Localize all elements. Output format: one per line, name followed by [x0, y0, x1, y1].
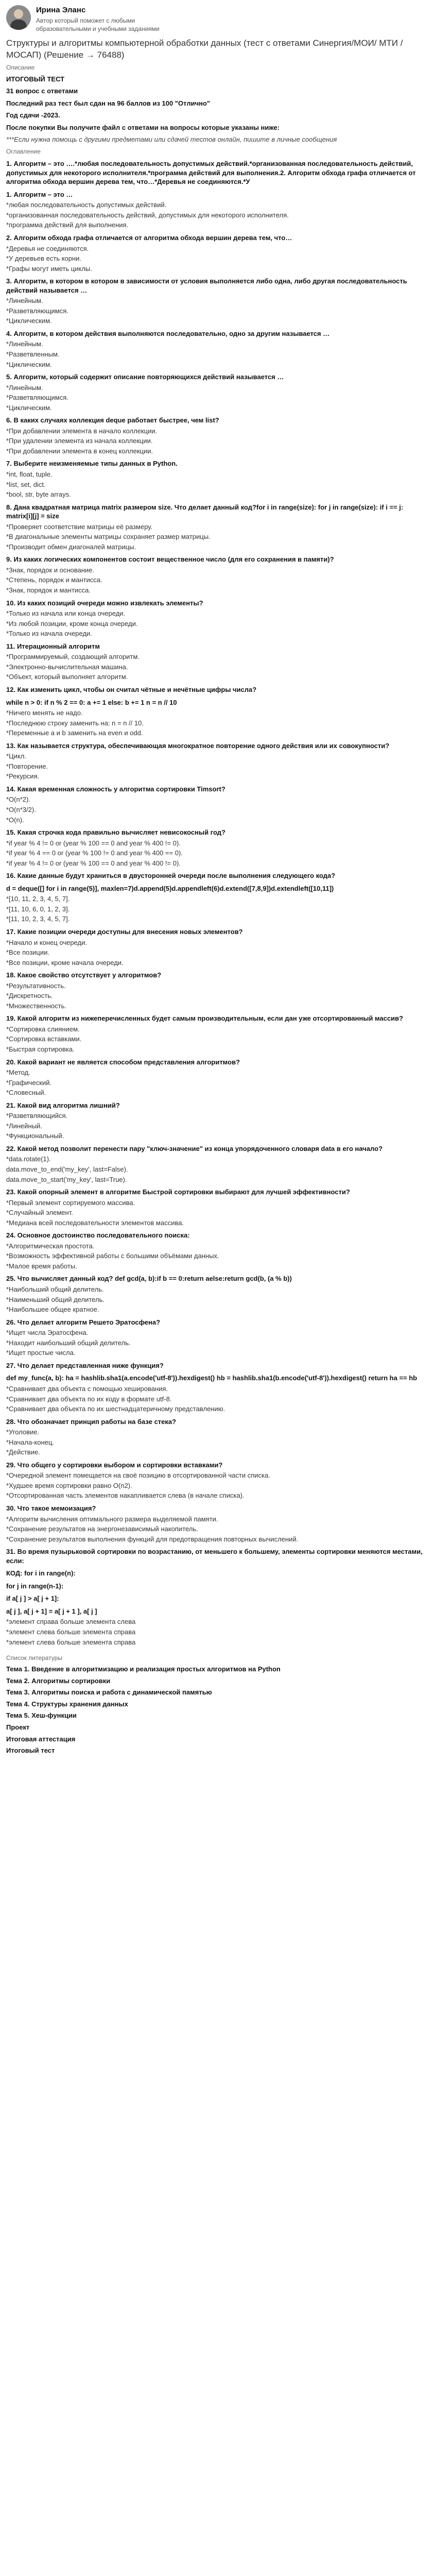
answer-option: *Циклическим. — [6, 317, 52, 325]
answer-option: *Проверяет соответствие матрицы её размеру. — [6, 522, 153, 531]
author-card — [6, 5, 430, 33]
question-text: 18. Какое свойство отсутствует у алгоритмов? — [6, 971, 162, 979]
answer-option: *При удалении элемента из начала коллекции. — [6, 437, 153, 445]
answer-option: *if year % 4 == 0 or (year % 100 != 0 and year % 400 == 0). — [6, 849, 183, 857]
question-text: 7. Выберите неизменяемые типы данных в Python. — [6, 460, 178, 468]
question-text: while n > 0: if n % 2 == 0: a += 1 else: b += 1 n = n // 10 — [6, 698, 177, 706]
answer-option: data.move_to_end('my_key', last=False). — [6, 1165, 128, 1174]
intro-line: Год сдачи -2023. — [6, 111, 60, 120]
answer-option: *Случайный элемент. — [6, 1209, 73, 1217]
topic-item: Итоговая аттестация — [6, 1735, 76, 1743]
question-text: 4. Алгоритм, в котором действия выполняются последовательно, одно за другим называется … — [6, 329, 330, 337]
answer-option: *Алгоритм вычисления оптимального размера выделяемой памяти. — [6, 1515, 218, 1523]
answer-option: *Деревья не соединяются. — [6, 244, 89, 252]
answer-option: *Наибольшее общее кратное. — [6, 1306, 99, 1314]
answer-option: *Повторение. — [6, 762, 48, 770]
answer-option: *Медиана всей последовательности элементов массива. — [6, 1218, 184, 1227]
answer-option: *Из любой позиции, кроме конца очереди. — [6, 619, 138, 628]
answer-option: *Малое время работы. — [6, 1262, 77, 1270]
answer-option: *list, set, dict. — [6, 480, 46, 488]
answer-option: *Все позиции. — [6, 948, 49, 957]
question-text: 9. Из каких логических компонентов состоит вещественное число (для его сохранения в памяти)? — [6, 555, 334, 564]
answer-option: *Степень, порядок и мантисса. — [6, 576, 102, 584]
question-text: 28. Что обозначает принцип работы на базе стека? — [6, 1417, 177, 1426]
avatar-body-shape — [10, 20, 27, 30]
answer-option: *Цикл. — [6, 752, 26, 760]
answer-option: *Находит наибольший общий делитель. — [6, 1338, 131, 1347]
avatar-head-shape — [14, 9, 23, 19]
intro-line: Последний раз тест был сдан на 96 баллов из 100 "Отлично" — [6, 99, 211, 107]
answer-option: *элемент слева больше элемента справа — [6, 1628, 136, 1636]
answer-option: *[11, 10, 2, 3, 4, 5, 7]. — [6, 915, 70, 923]
answer-option: *Результативность. — [6, 981, 66, 990]
answer-option: *Разветвляющимся. — [6, 394, 68, 402]
question-text: 3. Алгоритм, в котором в котором в зависимости от условия выполняется либо одна, либо другая последовательность действий называется … — [6, 277, 407, 294]
answer-option: *Наименьший общий делитель. — [6, 1295, 104, 1303]
topic-item: Тема 3. Алгоритмы поиска и работа с динамической памятью — [6, 1688, 212, 1697]
answer-option: *Только из начала очереди. — [6, 630, 92, 638]
topic-item: Тема 4. Структуры хранения данных — [6, 1700, 128, 1708]
answer-option: *Наибольший общий делитель. — [6, 1285, 104, 1294]
answer-option: *Алгоритмическая простота. — [6, 1242, 95, 1250]
answer-option: *Первый элемент сортируемого массива. — [6, 1198, 135, 1207]
answer-option: *O(n*2). — [6, 795, 30, 804]
answer-option: *Объект, который выполняет алгоритм. — [6, 673, 128, 681]
author-info — [36, 5, 170, 33]
answer-option: *Быстрая сортировка. — [6, 1045, 75, 1053]
answer-option: *if year % 4 != 0 or (year % 100 == 0 and year % 400 != 0). — [6, 839, 181, 847]
answer-option: *Словесный. — [6, 1089, 46, 1097]
answer-option: *Метод. — [6, 1069, 30, 1077]
answer-option: *Программируемый, создающий алгоритм. — [6, 653, 139, 661]
answer-option: *При добавлении элемента в конец коллекции. — [6, 447, 153, 455]
author-name[interactable]: Ирина Эланс — [36, 6, 86, 14]
question-text: 13. Как называется структура, обеспечивающая многократное повторение одного действия или их совокупности? — [6, 741, 390, 750]
answer-option: *любая последовательность допустимых действий. — [6, 201, 167, 209]
answer-option: *Ищет простые числа. — [6, 1349, 76, 1357]
intro-line: ИТОГОВЫЙ ТЕСТ — [6, 75, 65, 83]
question-text: 8. Дана квадратная матрица matrix размером size. Что делает данный код?for i in range(size): for j in range(size): if i == j: matrix[i][j] = size — [6, 503, 404, 520]
answer-option: *Переменные a и b заменить на even и odd. — [6, 729, 143, 737]
answer-option: *Сравнивает два объекта с помощью хеширования. — [6, 1384, 168, 1393]
answer-option: *Сохранение результатов на энергонезависимый накопитель. — [6, 1525, 198, 1533]
answer-option: *int, float, tuple. — [6, 470, 53, 479]
answer-option: *Линейный. — [6, 1122, 42, 1130]
answer-option: data.move_to_start('my_key', last=True). — [6, 1175, 127, 1183]
answer-option: *Графический. — [6, 1078, 52, 1087]
question-text: 24. Основное достоинство последовательного поиска: — [6, 1231, 190, 1240]
answer-option: *Ищет числа Эратосфена. — [6, 1329, 89, 1337]
answer-option: *Отсортированная часть элементов накапливается слева (в начале списка). — [6, 1492, 245, 1500]
question-text: 21. Какой вид алгоритма лишний? — [6, 1101, 120, 1109]
answer-option: *Линейным. — [6, 297, 43, 305]
answer-option: *При добавлении элемента в начало коллекции. — [6, 427, 158, 435]
question-text: 26. Что делает алгоритм Решето Эратосфена? — [6, 1318, 161, 1326]
question-text: 20. Какой вариант не является способом представления алгоритмов? — [6, 1058, 240, 1066]
question-text: 1. Алгоритм – это … — [6, 190, 73, 198]
question-text: 5. Алгоритм, который содержит описание повторяющихся действий называется … — [6, 373, 284, 381]
answer-option: *Рекурсия. — [6, 772, 40, 781]
answer-option: *[11, 10, 6, 0, 1, 2, 3]. — [6, 905, 70, 913]
author-description: Автор который поможет с любыми образовательными и учебными заданиями — [36, 17, 160, 33]
answer-option: *Сравнивает два объекта по их шестнадцатеричному представлению. — [6, 1405, 225, 1413]
question-text: 31. Во время пузырьковой сортировки по возрастанию, от меньшего к большему, элементы сортировки меняются местами, если: — [6, 1548, 423, 1565]
answer-option: *элемент слева больше элемента справа — [6, 1638, 136, 1646]
topic-item: Тема 2. Алгоритмы сортировки — [6, 1676, 111, 1685]
question-text: 30. Что такое мемоизация? — [6, 1504, 96, 1512]
answer-option: *if year % 4 != 0 or (year % 100 == 0 and year % 400 != 0). — [6, 859, 181, 867]
answer-option: *Уголовие. — [6, 1428, 40, 1436]
answer-option: *Возможность эффективной работы с большими объёмами данных. — [6, 1252, 219, 1260]
question-text: 19. Какой алгоритм из нижеперечисленных будет самым производительным, если дан уже отсортированный массив? — [6, 1014, 404, 1023]
intro-line: 31 вопрос с ответами — [6, 87, 78, 95]
intro-section — [6, 75, 430, 144]
literature-label: Список литературы — [6, 1654, 62, 1662]
question-text: 27. Что делает представленная ниже функция? — [6, 1361, 164, 1369]
question-text: 29. Что общего у сортировки выбором и сортировки вставками? — [6, 1461, 223, 1469]
answer-option: *организованная последовательность действий, допустимых для некоторого исполнителя. — [6, 211, 289, 219]
answer-option: *Функциональный. — [6, 1132, 64, 1140]
topic-item: Проект — [6, 1723, 30, 1731]
question-text: for j in range(n-1): — [6, 1582, 64, 1590]
answer-option: *O(n*3/2). — [6, 805, 36, 814]
topic-list — [6, 1665, 430, 1755]
answer-option: *[10, 11, 2, 3, 4, 5, 7]. — [6, 895, 70, 903]
question-text: def my_func(a, b): ha = hashlib.sha1(a.encode('utf-8')).hexdigest() hb = hashlib.sha1(b.encode('utf-8')).hexdigest() return ha == hb — [6, 1374, 417, 1382]
answer-option: *Знак, порядок и основание. — [6, 566, 95, 574]
answer-option: *У деревьев есть корни. — [6, 255, 82, 263]
answer-option: *Сортировка слиянием. — [6, 1025, 80, 1033]
question-text: 23. Какой опорный элемент в алгоритме Быстрой сортировки выбирают для лучшей эффективности? — [6, 1188, 350, 1196]
contents-label: Оглавление — [6, 147, 41, 155]
topic-item: Тема 1. Введение в алгоритмизацию и реализация простых алгоритмов на Python — [6, 1665, 281, 1673]
answer-option: *Разветвляющийся. — [6, 1112, 68, 1120]
answer-option: *Сравнивает два объекта по их коду в формате utf-8. — [6, 1395, 172, 1403]
answer-option: *Разветвленным. — [6, 350, 60, 358]
answer-option: *Множественность. — [6, 1002, 66, 1010]
answer-option: *bool, str, byte arrays. — [6, 490, 71, 499]
question-text: 11. Итерационный алгоритм — [6, 642, 100, 650]
question-text: 10. Из каких позиций очереди можно извлекать элементы? — [6, 599, 203, 607]
answer-option: *Дискретность. — [6, 992, 53, 1000]
answer-option: *В диагональные элементы матрицы сохраняет размер матрицы. — [6, 533, 211, 541]
question-text: 22. Какой метод позволит перенести пару "ключ-значение" из конца упорядоченного словаря data в его начало? — [6, 1144, 383, 1153]
question-text: 15. Какая строчка кода правильно вычисляет невисокосный год? — [6, 828, 225, 837]
question-text: 2. Алгоритм обхода графа отличается от алгоритма обхода вершин дерева тем, что… — [6, 233, 292, 242]
intro-line: После покупки Вы получите файл с ответами на вопросы которые указаны ниже: — [6, 123, 280, 131]
answer-option: *Сохранение результатов выполнения функций для предотвращения повторных вычислений. — [6, 1535, 299, 1543]
question-text: 6. В каких случаях коллекция deque работает быстрее, чем list? — [6, 416, 219, 425]
answer-option: *Электронно-вычислительная машина. — [6, 663, 128, 671]
answer-option: *Начала-конец. — [6, 1438, 55, 1446]
description-label: Описание — [6, 63, 35, 71]
answer-option: *Линейным. — [6, 383, 43, 392]
answer-option: *Худшее время сортировки равно O(n2). — [6, 1481, 132, 1489]
answer-option: *Графы могут иметь циклы. — [6, 264, 92, 273]
answer-option: *Циклическим. — [6, 360, 52, 368]
answer-option: *Все позиции, кроме начала очереди. — [6, 958, 124, 967]
question-list — [6, 159, 430, 1647]
question-text: 12. Как изменить цикл, чтобы он считал чётные и нечётные цифры числа? — [6, 685, 257, 693]
question-text: a[ j ], a[ j + 1] = a[ j + 1 ], a[ j ] — [6, 1607, 97, 1615]
question-text: 25. Что вычисляет данный код? def gcd(a, b):if b == 0:return aelse:return gcd(b, (a % b)) — [6, 1275, 292, 1283]
intro-note: ***Если нужна помощь с другими предметами или сдачей тестов онлайн, пишите в личные сообщения — [6, 135, 337, 144]
question-text: 1. Алгоритм – это ….*любая последовательность допустимых действий.*организованная последовательность действий, допустимых для некоторого исполнителя.*программа действий для выполнения.2. Алгоритм обхода графа отличается от алгоритма обхода вершин дерева тем, что…*Деревья не соединяются.*У — [6, 160, 416, 186]
answer-option: *Только из начала или конца очереди. — [6, 609, 126, 618]
answer-option: *Производит обмен диагоналей матрицы. — [6, 543, 136, 551]
answer-option: *O(n). — [6, 816, 24, 824]
answer-option: *Ничего менять не надо. — [6, 709, 83, 717]
page-title: Структуры и алгоритмы компьютерной обработки данных (тест с ответами Синергия/МОИ/ МТИ /МОСАП) (Решение → 76488) — [6, 38, 403, 60]
question-text: КОД: for i in range(n): — [6, 1569, 76, 1578]
answer-option: *Очередной элемент помещается на своё позицию в отсортированной части списка. — [6, 1471, 270, 1480]
answer-option: *Сортировка вставками. — [6, 1035, 82, 1043]
question-text: d = deque([] for i in range(5)], maxlen=7)d.append(5)d.appendleft(6)d.extend([7,8,9])d.extendleft([10,11]) — [6, 884, 334, 892]
answer-option: *программа действий для выполнения. — [6, 221, 129, 229]
answer-option: *Циклическим. — [6, 403, 52, 412]
question-text: 14. Какая временная сложность у алгоритма сортировки Timsort? — [6, 785, 225, 793]
answer-option: *Последнюю строку заменить на: n = n // 10. — [6, 719, 144, 727]
topic-item: Итоговый тест — [6, 1747, 55, 1755]
avatar[interactable] — [6, 5, 31, 30]
answer-option: *элемент справа больше элемента слева — [6, 1618, 136, 1626]
answer-option: *Начало и конец очереди. — [6, 938, 87, 946]
topic-item: Тема 5. Хеш-функции — [6, 1711, 77, 1720]
answer-option: *Разветвляющимся. — [6, 307, 68, 315]
question-text: 17. Какие позиции очереди доступны для внесения новых элементов? — [6, 927, 243, 936]
answer-option: *Знак, порядок и мантисса. — [6, 586, 91, 595]
answer-option: *Линейным. — [6, 340, 43, 348]
question-text: if a[ j ] > a[ j + 1]: — [6, 1595, 59, 1603]
question-text: 16. Какие данные будут храниться в двусторонней очереди после выполнения следующего кода? — [6, 872, 336, 880]
answer-option: *Действие. — [6, 1448, 40, 1456]
answer-option: *data.rotate(1). — [6, 1155, 51, 1163]
